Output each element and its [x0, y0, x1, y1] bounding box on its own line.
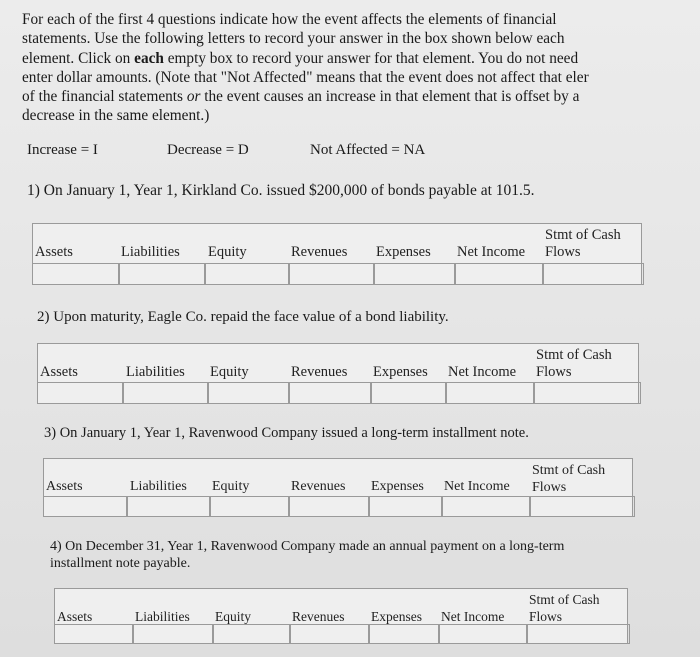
answer-box-revenues[interactable]	[288, 382, 372, 404]
col-net-income: Net Income	[444, 479, 510, 494]
instructions-line: of the financial statements or the event causes an increase in that element that is offset by a	[22, 88, 580, 106]
answer-row	[32, 263, 642, 285]
answer-box-cash-flows[interactable]	[526, 624, 630, 644]
col-expenses: Expenses	[373, 364, 428, 380]
col-revenues: Revenues	[291, 479, 346, 494]
answer-box-cash-flows[interactable]	[542, 263, 644, 285]
col-equity: Equity	[208, 244, 247, 260]
question-3: 3) On January 1, Year 1, Ravenwood Company issued a long-term installment note.	[44, 425, 529, 441]
answer-box-expenses[interactable]	[373, 263, 456, 285]
answer-box-equity[interactable]	[212, 624, 291, 644]
answer-box-liabilities[interactable]	[132, 624, 214, 644]
answer-box-revenues[interactable]	[288, 496, 370, 517]
answer-table-3	[43, 458, 633, 517]
answer-box-equity[interactable]	[209, 496, 290, 517]
legend-decrease: Decrease = D	[167, 142, 249, 158]
col-stmt-cash-flows: Stmt of Cash Flows	[532, 463, 606, 495]
col-stmt-cash-flows: Stmt of Cash Flows	[536, 347, 612, 380]
question-2: 2) Upon maturity, Eagle Co. repaid the face value of a bond liability.	[37, 309, 449, 325]
col-liabilities: Liabilities	[121, 244, 180, 260]
col-net-income: Net Income	[448, 364, 517, 380]
answer-table-2	[37, 343, 639, 404]
col-assets: Assets	[40, 364, 78, 380]
answer-box-net-income[interactable]	[438, 624, 528, 644]
answer-box-assets[interactable]	[32, 263, 120, 285]
instructions-line: enter dollar amounts. (Note that "Not Affected" means that the event does not affect that eler	[22, 68, 589, 86]
legend-not-affected: Not Affected = NA	[310, 142, 426, 158]
answer-box-cash-flows[interactable]	[529, 496, 635, 517]
col-expenses: Expenses	[371, 479, 424, 494]
answer-box-net-income[interactable]	[445, 382, 535, 404]
answer-table-1	[32, 223, 642, 285]
answer-box-cash-flows[interactable]	[533, 382, 641, 404]
instructions-line: element. Click on each empty box to record your answer for that element. You do not need	[22, 49, 579, 67]
answer-box-revenues[interactable]	[288, 263, 375, 285]
col-assets: Assets	[35, 244, 73, 260]
legend-increase: Increase = I	[27, 142, 98, 158]
col-revenues: Revenues	[292, 609, 345, 624]
col-equity: Equity	[215, 609, 251, 624]
col-expenses: Expenses	[376, 244, 431, 260]
col-revenues: Revenues	[291, 364, 348, 380]
answer-box-liabilities[interactable]	[126, 496, 211, 517]
col-liabilities: Liabilities	[126, 364, 185, 380]
col-revenues: Revenues	[291, 244, 348, 260]
col-stmt-cash-flows: Stmt of Cash Flows	[545, 227, 621, 260]
col-assets: Assets	[46, 479, 83, 494]
col-liabilities: Liabilities	[130, 479, 187, 494]
header-row	[54, 588, 628, 627]
answer-box-expenses[interactable]	[368, 496, 443, 517]
answer-box-net-income[interactable]	[454, 263, 544, 285]
col-assets: Assets	[57, 609, 93, 624]
question-4: 4) On December 31, Year 1, Ravenwood Company made an annual payment on a long-term installment note payable.	[50, 539, 565, 571]
answer-box-assets[interactable]	[43, 496, 128, 517]
answer-row	[43, 496, 633, 517]
col-liabilities: Liabilities	[135, 609, 190, 624]
header-row	[43, 458, 633, 499]
col-stmt-cash-flows: Stmt of Cash Flows	[529, 592, 600, 624]
answer-box-equity[interactable]	[204, 263, 290, 285]
answer-row	[54, 624, 628, 644]
col-net-income: Net Income	[441, 609, 505, 624]
answer-row	[37, 382, 639, 404]
answer-box-net-income[interactable]	[441, 496, 531, 517]
answer-box-assets[interactable]	[37, 382, 124, 404]
instructions-line: For each of the first 4 questions indicate how the event affects the elements of financial	[22, 11, 557, 28]
question-1: 1) On January 1, Year 1, Kirkland Co. issued $200,000 of bonds payable at 101.5.	[27, 182, 535, 199]
col-equity: Equity	[212, 479, 250, 494]
answer-box-assets[interactable]	[54, 624, 134, 644]
answer-box-equity[interactable]	[207, 382, 290, 404]
col-expenses: Expenses	[371, 609, 422, 624]
col-equity: Equity	[210, 364, 249, 380]
answer-box-liabilities[interactable]	[122, 382, 209, 404]
answer-table-4	[54, 588, 628, 644]
answer-box-expenses[interactable]	[370, 382, 447, 404]
col-net-income: Net Income	[457, 244, 526, 260]
answer-box-expenses[interactable]	[368, 624, 440, 644]
answer-box-revenues[interactable]	[289, 624, 370, 644]
instructions-paragraph	[22, 10, 700, 126]
header-row	[32, 223, 642, 266]
answer-box-liabilities[interactable]	[118, 263, 206, 285]
header-row	[37, 343, 639, 385]
instructions-line: statements. Use the following letters to record your answer in the box shown below each	[22, 30, 565, 48]
instructions-line: decrease in the same element.)	[22, 107, 210, 125]
